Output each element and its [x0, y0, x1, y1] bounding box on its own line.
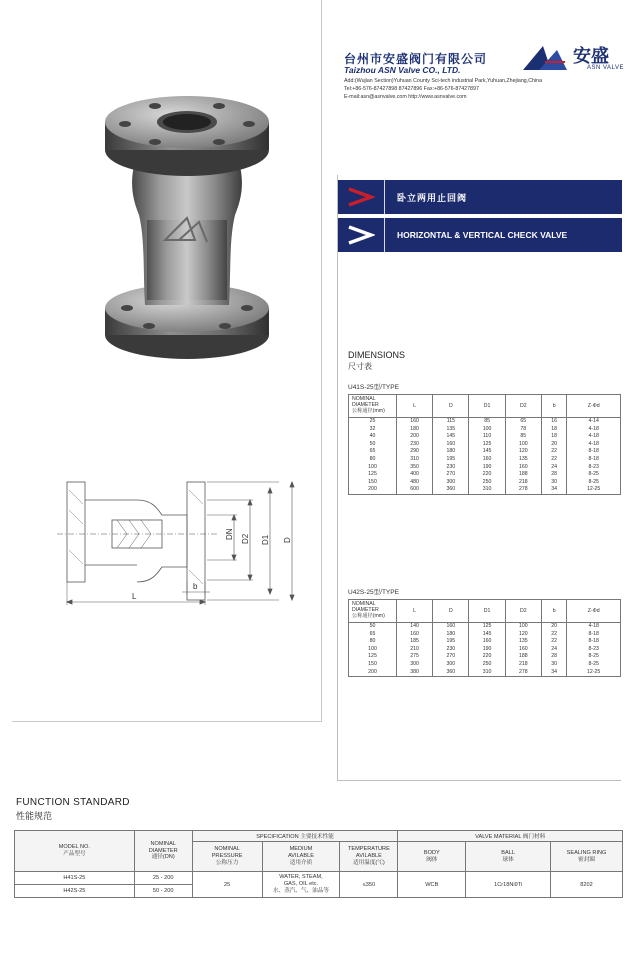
table-cell: 12-25: [567, 669, 621, 677]
table-cell: 270: [433, 653, 469, 661]
table-cell: 150: [349, 661, 397, 669]
table-cell: 4-18: [567, 426, 621, 434]
table-cell: 85: [505, 433, 541, 441]
table-cell: 180: [433, 631, 469, 639]
column-header: NOMINAL DIAMETER 公称通径(mm): [349, 395, 397, 418]
white-chevron-icon: [338, 218, 384, 252]
table-row: [349, 456, 621, 464]
table-cell: 188: [505, 653, 541, 661]
column-header: D2: [505, 395, 541, 418]
table-cell: 125: [469, 441, 505, 449]
table-row: [349, 464, 621, 472]
type1-caption: U41S-25型/TYPE: [348, 384, 399, 391]
table-row: [349, 426, 621, 434]
label-dn: DN: [225, 528, 234, 540]
table-cell: 160: [397, 631, 433, 639]
table-cell: 185: [397, 638, 433, 646]
table-cell: 50: [349, 623, 397, 631]
table-cell: 220: [469, 653, 505, 661]
table-cell: 80: [349, 638, 397, 646]
company-header: [344, 48, 634, 108]
table-cell: 28: [541, 471, 566, 479]
function-standard-title-cn: 性能规范: [16, 811, 53, 821]
table-cell: 160: [469, 638, 505, 646]
column-header: D1: [469, 600, 505, 623]
title-bar-en: [338, 218, 622, 252]
label-d2: D2: [241, 533, 250, 544]
table-cell: 115: [433, 418, 469, 426]
table-row: [349, 669, 621, 677]
table-cell: 160: [505, 646, 541, 654]
type2-caption: U42S-25型/TYPE: [348, 589, 399, 596]
table-header-row: [349, 600, 621, 623]
table-cell: 310: [397, 456, 433, 464]
table-cell: 160: [433, 623, 469, 631]
table-row: [349, 441, 621, 449]
dimensions-title: DIMENSIONS: [348, 350, 406, 360]
cell-ball: 1Cr18Ni9Ti: [466, 872, 551, 898]
company-email-web: E-mail:asn@asnvalve.com http://www.asnvalve.com: [344, 94, 467, 100]
company-name-cn: 台州市安盛阀门有限公司: [344, 52, 488, 66]
column-header: L: [397, 395, 433, 418]
table-cell: 24: [541, 464, 566, 472]
col-temperature: TEMPERATURE AVILABLE 适用温度(℃): [340, 842, 398, 872]
table-row: [349, 433, 621, 441]
table-row: [349, 448, 621, 456]
table-cell: 230: [397, 441, 433, 449]
table-cell: 180: [433, 448, 469, 456]
table-cell: 18: [541, 426, 566, 434]
col-body: BODY 阀体: [398, 842, 466, 872]
table-cell: 4-18: [567, 623, 621, 631]
table-cell: 8-18: [567, 631, 621, 639]
table-cell: 34: [541, 669, 566, 677]
table-cell: 360: [433, 669, 469, 677]
column-header: L: [397, 600, 433, 623]
label-d1: D1: [261, 534, 270, 545]
dimensions-title-cn: 尺寸表: [348, 362, 372, 371]
table-cell: 290: [397, 448, 433, 456]
logo-text-cn: 安盛: [573, 46, 609, 66]
table-cell: 360: [433, 486, 469, 494]
table-cell: 160: [469, 456, 505, 464]
bar-divider: [384, 218, 385, 252]
table-cell: 120: [505, 631, 541, 639]
table-row: [349, 653, 621, 661]
table-cell: 22: [541, 448, 566, 456]
table-cell: 145: [469, 448, 505, 456]
table-cell: 135: [505, 638, 541, 646]
table-cell: 80: [349, 456, 397, 464]
table-header-row: [349, 395, 621, 418]
table-cell: 188: [505, 471, 541, 479]
table-cell: 480: [397, 479, 433, 487]
table-cell: 50: [349, 441, 397, 449]
function-standard-table: [14, 830, 623, 898]
col-valve-material: VALVE MATERIAL 阀门材料: [398, 831, 623, 842]
table-cell: 275: [397, 653, 433, 661]
table-cell: 400: [397, 471, 433, 479]
table-cell: 8-23: [567, 646, 621, 654]
table-row: [15, 872, 623, 885]
table-cell: 145: [469, 631, 505, 639]
label-d: D: [283, 537, 292, 543]
table-cell: 125: [469, 623, 505, 631]
title-bar-cn: [338, 180, 622, 214]
table-cell: 250: [469, 479, 505, 487]
cell-body: WCB: [398, 872, 466, 898]
table-cell: 65: [505, 418, 541, 426]
col-nominal-diameter: NOMINAL DIAMETER 通径(DN): [134, 831, 192, 872]
table-cell: 300: [433, 479, 469, 487]
valve-photo: [87, 90, 287, 365]
table-cell: 100: [349, 464, 397, 472]
table-cell: 18: [541, 433, 566, 441]
table-cell: 100: [349, 646, 397, 654]
table-row: [349, 471, 621, 479]
table-cell: 135: [505, 456, 541, 464]
table-cell: 180: [397, 426, 433, 434]
column-header: NOMINAL DIAMETER 公称通径(mm): [349, 600, 397, 623]
section-drawing: [57, 470, 317, 620]
table-row: [349, 631, 621, 639]
table-cell: 190: [469, 464, 505, 472]
table-cell: 278: [505, 669, 541, 677]
table-cell: 8-25: [567, 653, 621, 661]
table-cell: 218: [505, 661, 541, 669]
table-cell: 30: [541, 661, 566, 669]
table-cell: 200: [349, 486, 397, 494]
table-cell: 160: [433, 441, 469, 449]
table-cell: 4-14: [567, 418, 621, 426]
column-header: b: [541, 395, 566, 418]
table-cell: 22: [541, 631, 566, 639]
dimensions-table-type1: [348, 394, 621, 495]
table-cell: 20: [541, 441, 566, 449]
table-cell: 218: [505, 479, 541, 487]
table-cell: 8-25: [567, 479, 621, 487]
column-header: b: [541, 600, 566, 623]
table-cell: 65: [349, 631, 397, 639]
table-cell: 100: [505, 623, 541, 631]
table-cell: 78: [505, 426, 541, 434]
table-cell: 40: [349, 433, 397, 441]
table-row: [349, 486, 621, 494]
cell-pressure: 25: [192, 872, 262, 898]
table-cell: 8-23: [567, 464, 621, 472]
cell-model: H42S-25: [15, 885, 135, 898]
table-cell: 190: [469, 646, 505, 654]
table-cell: 8-25: [567, 471, 621, 479]
table-cell: 28: [541, 653, 566, 661]
table-cell: 278: [505, 486, 541, 494]
table-row: [349, 661, 621, 669]
table-cell: 195: [433, 638, 469, 646]
table-cell: 145: [433, 433, 469, 441]
table-row: [349, 646, 621, 654]
column-header: D2: [505, 600, 541, 623]
column-header: Z-Φd: [567, 600, 621, 623]
label-l: L: [132, 592, 137, 601]
table-cell: 270: [433, 471, 469, 479]
cell-sealing: 8202: [551, 872, 623, 898]
asn-logo-icon: [521, 42, 569, 72]
cell-dn: 25 - 200: [134, 872, 192, 885]
table-cell: 8-25: [567, 661, 621, 669]
function-standard-title: FUNCTION STANDARD: [16, 797, 130, 808]
col-sealing-ring: SEALING RING 密封圈: [551, 842, 623, 872]
table-cell: 22: [541, 456, 566, 464]
table-row: [349, 418, 621, 426]
table-cell: 8-18: [567, 448, 621, 456]
bar-divider: [384, 180, 385, 214]
table-cell: 65: [349, 448, 397, 456]
table-cell: 230: [433, 464, 469, 472]
cell-temperature: ≤350: [340, 872, 398, 898]
company-address: Add:(Wujian Section)Yuhuan County Sci-tech industrial Park,Yuhuan,Zhejiang,China: [344, 78, 543, 84]
table-cell: 100: [469, 426, 505, 434]
table-cell: 125: [349, 653, 397, 661]
column-header: D: [433, 395, 469, 418]
left-panel: [12, 0, 322, 722]
table-cell: 210: [397, 646, 433, 654]
col-ball: BALL 球体: [466, 842, 551, 872]
table-cell: 195: [433, 456, 469, 464]
column-header: Z-Φd: [567, 395, 621, 418]
column-header: D: [433, 600, 469, 623]
table-cell: 100: [505, 441, 541, 449]
table-row: [349, 623, 621, 631]
table-cell: 85: [469, 418, 505, 426]
table-cell: 8-18: [567, 638, 621, 646]
company-name-en: Taizhou ASN Valve CO., LTD.: [344, 65, 461, 75]
table-cell: 200: [397, 433, 433, 441]
cell-dn: 50 - 200: [134, 885, 192, 898]
table-cell: 16: [541, 418, 566, 426]
table-cell: 220: [469, 471, 505, 479]
table-cell: 4-18: [567, 433, 621, 441]
table-cell: 350: [397, 464, 433, 472]
table-cell: 25: [349, 418, 397, 426]
table-cell: 24: [541, 646, 566, 654]
table-cell: 20: [541, 623, 566, 631]
cell-medium: WATER, STEAM, GAS, OIL etc. 水、蒸汽、气、油品等: [262, 872, 340, 898]
table-cell: 22: [541, 638, 566, 646]
col-model: MODEL NO. 产品型号: [15, 831, 135, 872]
table-cell: 600: [397, 486, 433, 494]
table-cell: 150: [349, 479, 397, 487]
dimensions-table-type2: [348, 599, 621, 677]
table-cell: 8-18: [567, 456, 621, 464]
table-cell: 160: [505, 464, 541, 472]
table-cell: 110: [469, 433, 505, 441]
table-cell: 32: [349, 426, 397, 434]
table-cell: 160: [397, 418, 433, 426]
table-cell: 380: [397, 669, 433, 677]
cell-model: H41S-25: [15, 872, 135, 885]
table-cell: 250: [469, 661, 505, 669]
table-cell: 135: [433, 426, 469, 434]
logo-text-en: ASN VALVE: [587, 65, 624, 71]
table-cell: 300: [397, 661, 433, 669]
column-header: D1: [469, 395, 505, 418]
table-cell: 4-18: [567, 441, 621, 449]
table-cell: 310: [469, 669, 505, 677]
table-cell: 140: [397, 623, 433, 631]
col-medium: MEDIUM AVILABLE 适用介质: [262, 842, 340, 872]
table-row: [349, 479, 621, 487]
right-panel: [337, 175, 621, 781]
col-nominal-pressure: NOMINAL PRESSURE 公称压力: [192, 842, 262, 872]
col-specification: SPECIFICATION 主要技术性能: [192, 831, 398, 842]
table-cell: 120: [505, 448, 541, 456]
table-cell: 200: [349, 669, 397, 677]
company-tel-fax: Tel:+86-576-87427898 87427896 Fax:+86-576-87427897: [344, 86, 479, 92]
table-row: [349, 638, 621, 646]
table-cell: 300: [433, 661, 469, 669]
label-b: b: [193, 582, 198, 591]
table-cell: 12-25: [567, 486, 621, 494]
table-cell: 34: [541, 486, 566, 494]
product-title-cn: 卧立两用止回阀: [397, 192, 468, 203]
table-cell: 30: [541, 479, 566, 487]
table-cell: 310: [469, 486, 505, 494]
product-title-en: HORIZONTAL & VERTICAL CHECK VALVE: [397, 230, 568, 240]
table-cell: 125: [349, 471, 397, 479]
red-chevron-icon: [338, 180, 384, 214]
table-cell: 230: [433, 646, 469, 654]
